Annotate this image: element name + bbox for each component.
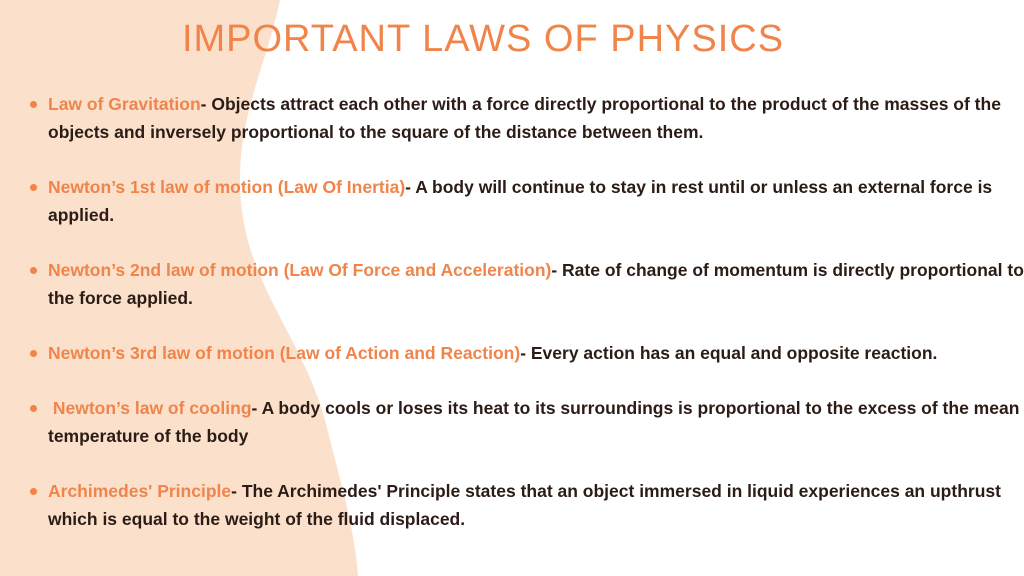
law-name: Newton’s 3rd law of motion (Law of Action and Reaction) bbox=[48, 343, 521, 363]
bullet-icon bbox=[30, 488, 37, 495]
law-name: Newton’s law of cooling bbox=[48, 398, 252, 418]
list-item bbox=[28, 477, 1024, 533]
bullet-icon bbox=[30, 101, 37, 108]
law-name: Law of Gravitation bbox=[48, 94, 201, 114]
list-item bbox=[28, 90, 1024, 146]
law-name: Archimedes' Principle bbox=[48, 481, 232, 501]
law-name: Newton’s 1st law of motion (Law Of Inertia) bbox=[48, 177, 406, 197]
laws-list bbox=[28, 90, 1024, 533]
list-item bbox=[28, 173, 1024, 229]
law-name: Newton’s 2nd law of motion (Law Of Force and Acceleration) bbox=[48, 260, 552, 280]
bullet-icon bbox=[30, 405, 37, 412]
list-item bbox=[28, 339, 1024, 367]
list-item bbox=[28, 256, 1024, 312]
law-description: - The Archimedes' Principle states that an object immersed in liquid experiences an upthrust which is equal to the weight of the fluid displaced. bbox=[48, 481, 1001, 529]
law-description: - Every action has an equal and opposite reaction. bbox=[520, 343, 938, 363]
page-title: IMPORTANT LAWS OF PHYSICS bbox=[181, 18, 785, 60]
bullet-icon bbox=[30, 184, 37, 191]
list-item bbox=[28, 394, 1024, 450]
law-description: - Rate of change of momentum is directly proportional to the force applied. bbox=[48, 260, 1024, 308]
law-description: - A body will continue to stay in rest until or unless an external force is applied. bbox=[48, 177, 993, 225]
bullet-icon bbox=[30, 350, 37, 357]
law-description: - A body cools or loses its heat to its surroundings is proportional to the excess of the mean temperature of the body bbox=[48, 398, 1020, 446]
bullet-icon bbox=[30, 267, 37, 274]
law-description: - Objects attract each other with a force directly proportional to the product of the masses of the objects and inversely proportional to the square of the distance between them. bbox=[48, 94, 1001, 142]
